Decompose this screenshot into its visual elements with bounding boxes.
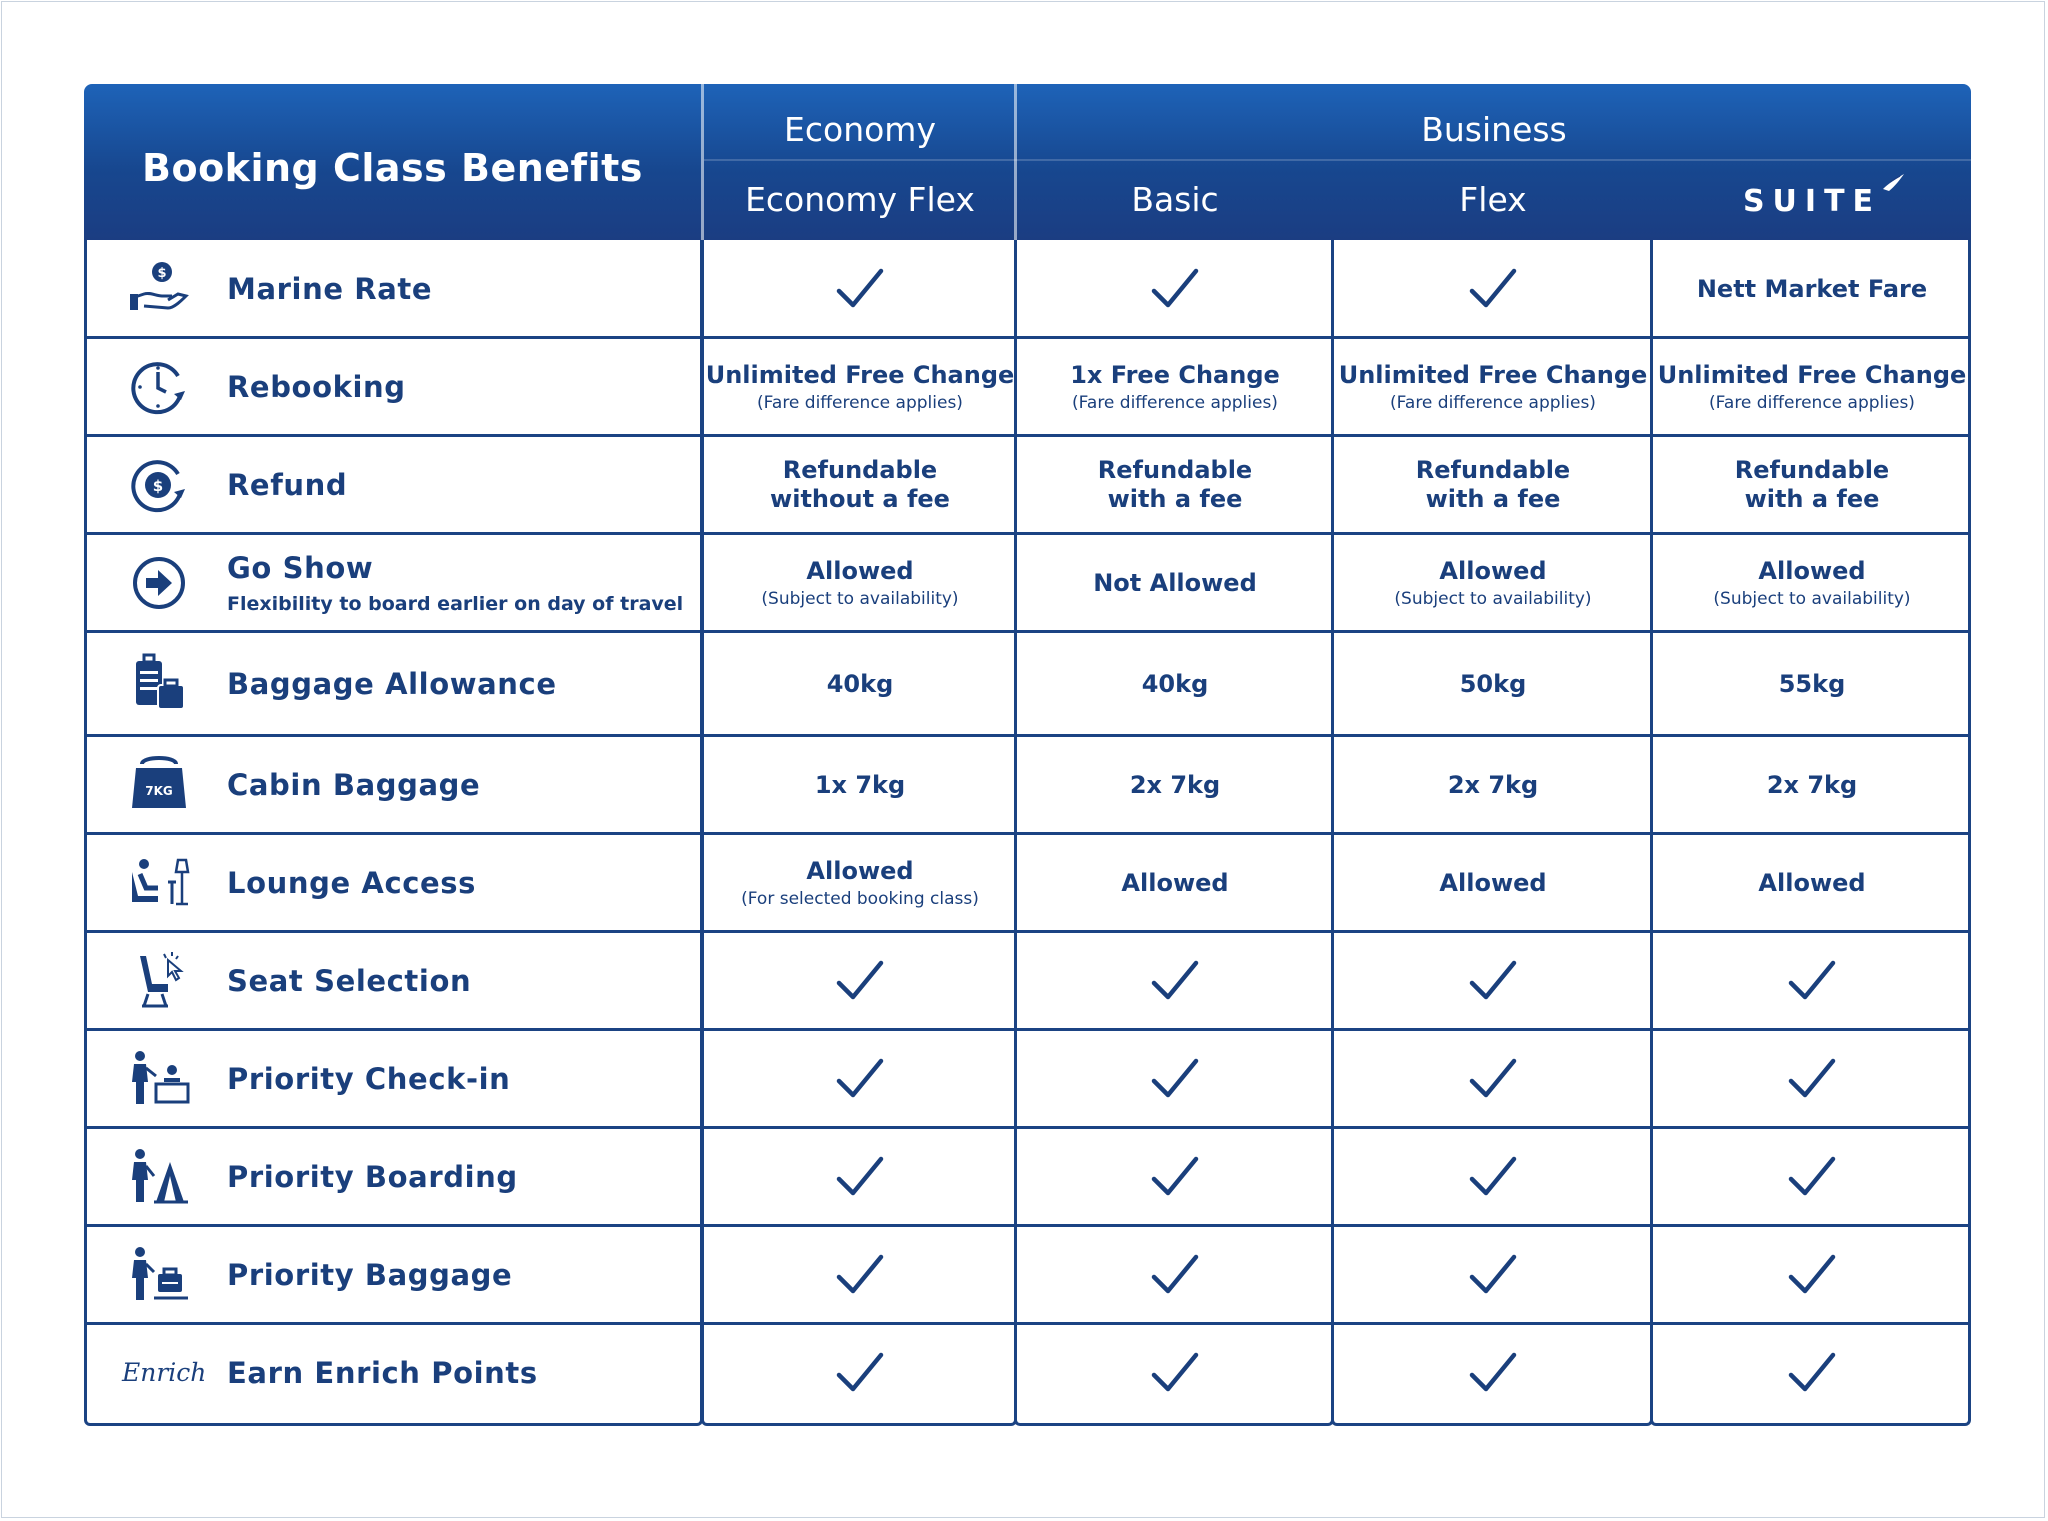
- cell-note: (Fare difference applies): [757, 393, 963, 413]
- cabin-bag-weight-label: 7KG: [145, 784, 173, 798]
- value-cell: [1017, 1324, 1333, 1422]
- seat-select-icon: [128, 950, 190, 1012]
- cell-value: 1x Free Change: [1070, 361, 1280, 389]
- checkmark-icon: [835, 1351, 885, 1395]
- value-cell: [1653, 1324, 1971, 1422]
- benefit-label: Go Show: [227, 551, 374, 585]
- checkmark-icon: [1468, 1253, 1518, 1297]
- value-cell: [704, 632, 1016, 736]
- enrich-logo-icon: [122, 1342, 212, 1404]
- benefit-cell: [84, 834, 702, 932]
- benefit-label: Marine Rate: [227, 272, 433, 306]
- benefit-text: [227, 551, 683, 615]
- value-cell: [1653, 1030, 1971, 1128]
- benefit-label: Priority Baggage: [227, 1258, 513, 1292]
- table-row: [84, 736, 1971, 834]
- value-cell: [1653, 436, 1971, 534]
- value-cell: [1017, 632, 1333, 736]
- cell-value: 50kg: [1459, 669, 1527, 698]
- value-cell: [1017, 1030, 1333, 1128]
- checkmark-icon: [1787, 959, 1837, 1003]
- column-economy-flex: Economy Flex: [745, 180, 975, 219]
- value-cell: [704, 1324, 1016, 1422]
- svg-text:$: $: [157, 266, 167, 281]
- value-cell: [1017, 736, 1333, 834]
- value-cell: [1017, 338, 1333, 436]
- cell-note: (Fare difference applies): [1709, 393, 1915, 413]
- check-in-counter-icon: [128, 1048, 190, 1110]
- value-cell: [1333, 534, 1653, 632]
- value-cell: [704, 1226, 1016, 1324]
- cell-value: 1x 7kg: [814, 770, 906, 799]
- cell-value: Allowed: [806, 857, 914, 885]
- checkmark-icon: [835, 959, 885, 1003]
- value-cell: [1333, 834, 1653, 932]
- value-cell: [1333, 338, 1653, 436]
- benefit-text: [227, 964, 471, 998]
- value-cell: [704, 1128, 1016, 1226]
- checkmark-icon: [1468, 959, 1518, 1003]
- table-row: [84, 834, 1971, 932]
- value-cell: [1333, 632, 1653, 736]
- value-cell: [1653, 240, 1971, 338]
- header-separator: [704, 159, 1971, 161]
- value-cell: [704, 534, 1016, 632]
- cell-value: Unlimited Free Change: [1657, 361, 1967, 389]
- value-cell: [1653, 932, 1971, 1030]
- value-cell: [1333, 1226, 1653, 1324]
- cell-note: (Subject to availability): [1394, 589, 1592, 609]
- table-row: [84, 338, 1971, 436]
- benefit-label: Seat Selection: [227, 964, 472, 998]
- cell-value: Unlimited Free Change: [1338, 361, 1648, 389]
- benefit-cell: [84, 240, 702, 338]
- cell-value: Refundable with a fee: [1734, 456, 1890, 513]
- value-cell: [704, 932, 1016, 1030]
- cell-value: Allowed: [1439, 868, 1547, 897]
- checkmark-icon: [1787, 1253, 1837, 1297]
- value-cell: [1653, 736, 1971, 834]
- benefit-text: [227, 1258, 512, 1292]
- value-cell: [704, 338, 1016, 436]
- cell-value: 55kg: [1778, 669, 1846, 698]
- checkmark-icon: [835, 267, 885, 311]
- cell-note: (Fare difference applies): [1072, 393, 1278, 413]
- value-cell: [1333, 736, 1653, 834]
- value-cell: [1333, 1030, 1653, 1128]
- cell-note: (Fare difference applies): [1390, 393, 1596, 413]
- table-row: [84, 1030, 1971, 1128]
- value-cell: [1333, 436, 1653, 534]
- priority-baggage-icon: [128, 1244, 190, 1306]
- benefit-cell: [84, 932, 702, 1030]
- enrich-logo-text: Enrich: [122, 1358, 207, 1387]
- benefit-cell: [84, 1324, 702, 1422]
- benefit-text: [227, 667, 557, 701]
- cell-note: (Subject to availability): [1713, 589, 1911, 609]
- benefit-cell: [84, 1128, 702, 1226]
- value-cell: [1653, 834, 1971, 932]
- benefit-label: Priority Check-in: [227, 1062, 511, 1096]
- benefit-text: [227, 866, 476, 900]
- benefit-text: [227, 1160, 518, 1194]
- checkmark-icon: [1468, 267, 1518, 311]
- cabin-bag-icon: [128, 754, 190, 816]
- cell-value: Refundable without a fee: [770, 456, 950, 513]
- checkmark-icon: [1150, 959, 1200, 1003]
- cell-value: 40kg: [1141, 669, 1209, 698]
- cell-value: 2x 7kg: [1447, 770, 1539, 799]
- checkmark-icon: [1468, 1155, 1518, 1199]
- table-row: [84, 1324, 1971, 1422]
- value-cell: [1653, 338, 1971, 436]
- cell-value: Nett Market Fare: [1696, 274, 1928, 303]
- benefit-label: Earn Enrich Points: [227, 1356, 538, 1390]
- airline-logo-icon: [1880, 172, 1906, 194]
- lounge-icon: [128, 852, 190, 914]
- benefit-cell: [84, 1226, 702, 1324]
- benefit-text: [227, 768, 480, 802]
- benefit-cell: [84, 534, 702, 632]
- benefits-grid: [84, 240, 1971, 1428]
- value-cell: [704, 1030, 1016, 1128]
- svg-text:$: $: [152, 477, 164, 495]
- value-cell: [1333, 240, 1653, 338]
- value-cell: [1017, 534, 1333, 632]
- checkmark-icon: [1468, 1351, 1518, 1395]
- checkmark-icon: [1787, 1155, 1837, 1199]
- checkmark-icon: [1150, 1351, 1200, 1395]
- cell-value: 2x 7kg: [1766, 770, 1858, 799]
- value-cell: [1653, 1128, 1971, 1226]
- benefit-cell: [84, 436, 702, 534]
- cell-value: Unlimited Free Change: [705, 361, 1015, 389]
- table-row: [84, 1226, 1971, 1324]
- cell-value: Refundable with a fee: [1415, 456, 1571, 513]
- benefit-cell: [84, 632, 702, 736]
- benefit-label: Rebooking: [227, 370, 406, 404]
- value-cell: [704, 834, 1016, 932]
- cell-value: Refundable with a fee: [1097, 456, 1253, 513]
- benefit-cell: [84, 338, 702, 436]
- benefit-text: [227, 272, 432, 306]
- cell-value: Allowed: [806, 557, 914, 585]
- benefit-label: Cabin Baggage: [227, 768, 481, 802]
- benefit-text: [227, 1062, 510, 1096]
- value-cell: [1017, 1128, 1333, 1226]
- benefit-label: Refund: [227, 468, 348, 502]
- value-cell: [1017, 436, 1333, 534]
- value-cell: [1653, 1226, 1971, 1324]
- cell-note: (Subject to availability): [761, 589, 959, 609]
- checkmark-icon: [835, 1155, 885, 1199]
- value-cell: [1017, 834, 1333, 932]
- value-cell: [1653, 632, 1971, 736]
- checkmark-icon: [1787, 1351, 1837, 1395]
- column-suite: SUITE: [1742, 184, 1882, 219]
- checkmark-icon: [1787, 1057, 1837, 1101]
- column-flex: Flex: [1459, 180, 1527, 219]
- value-cell: [1017, 932, 1333, 1030]
- table-row: [84, 436, 1971, 534]
- benefits-table: [84, 84, 1971, 1428]
- cell-value: Allowed: [1121, 868, 1229, 897]
- benefit-label: Priority Boarding: [227, 1160, 518, 1194]
- checkmark-icon: [835, 1253, 885, 1297]
- value-cell: [704, 436, 1016, 534]
- benefit-label: Lounge Access: [227, 866, 477, 900]
- value-cell: [704, 240, 1016, 338]
- boarding-icon: [128, 1146, 190, 1208]
- checkmark-icon: [1150, 1057, 1200, 1101]
- cell-value: 2x 7kg: [1129, 770, 1221, 799]
- table-header: [84, 84, 1971, 240]
- value-cell: [1333, 1128, 1653, 1226]
- checkmark-icon: [835, 1057, 885, 1101]
- value-cell: [1333, 932, 1653, 1030]
- cell-value: 40kg: [826, 669, 894, 698]
- benefit-text: [227, 468, 347, 502]
- table-row: [84, 534, 1971, 632]
- table-row: [84, 1128, 1971, 1226]
- value-cell: [1017, 1226, 1333, 1324]
- value-cell: [1653, 534, 1971, 632]
- cell-value: Allowed: [1439, 557, 1547, 585]
- table-row: [84, 240, 1971, 338]
- table-row: [84, 632, 1971, 736]
- benefit-cell: [84, 736, 702, 834]
- table-title: Booking Class Benefits: [142, 146, 643, 190]
- arrow-circle-icon: [128, 552, 190, 614]
- refund-coin-icon: [128, 454, 190, 516]
- column-basic: Basic: [1131, 180, 1219, 219]
- benefit-description: Flexibility to board earlier on day of travel: [227, 593, 684, 615]
- cell-value: Not Allowed: [1093, 568, 1257, 597]
- cell-note: (For selected booking class): [741, 889, 979, 909]
- checkmark-icon: [1150, 267, 1200, 311]
- checkmark-icon: [1150, 1253, 1200, 1297]
- benefit-cell: [84, 1030, 702, 1128]
- economy-group-label: Economy: [784, 110, 936, 149]
- value-cell: [1017, 240, 1333, 338]
- checkmark-icon: [1150, 1155, 1200, 1199]
- table-row: [84, 932, 1971, 1030]
- benefit-text: [227, 370, 406, 404]
- clock-refresh-icon: [128, 356, 190, 418]
- business-group-label: Business: [1421, 110, 1567, 149]
- luggage-icon: [128, 653, 190, 715]
- cell-value: Allowed: [1758, 868, 1866, 897]
- checkmark-icon: [1468, 1057, 1518, 1101]
- benefit-text: [227, 1356, 538, 1390]
- cell-value: Allowed: [1758, 557, 1866, 585]
- hand-coin-icon: [128, 258, 190, 320]
- benefit-label: Baggage Allowance: [227, 667, 557, 701]
- value-cell: [1333, 1324, 1653, 1422]
- value-cell: [704, 736, 1016, 834]
